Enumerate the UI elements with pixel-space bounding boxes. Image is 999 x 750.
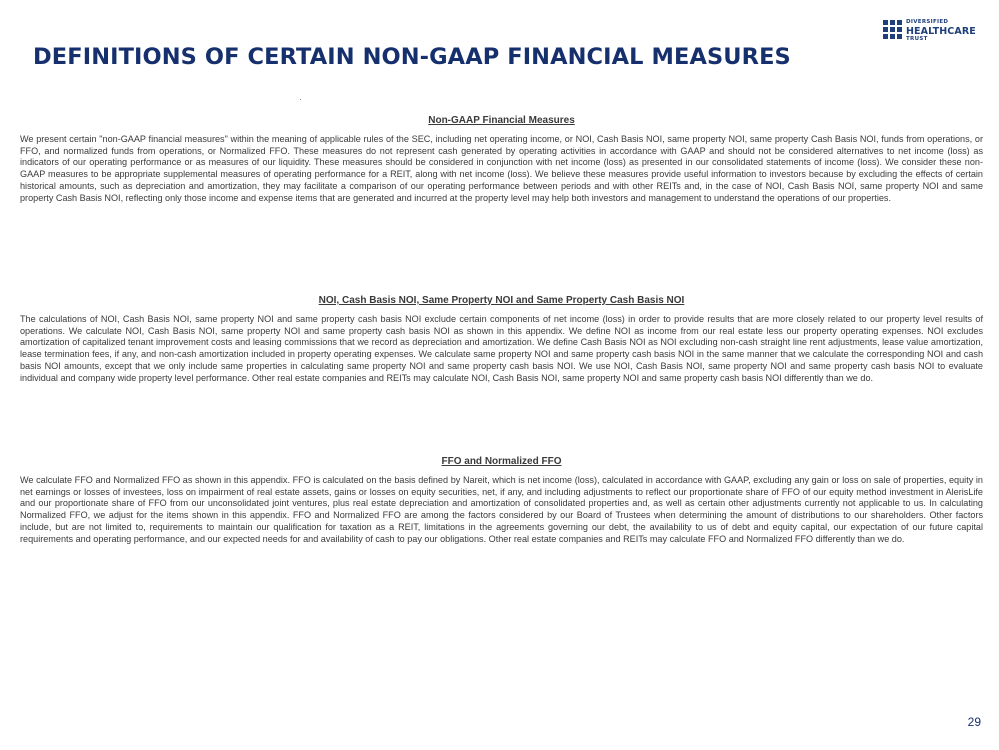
section-body: The calculations of NOI, Cash Basis NOI, same property NOI and same property cash basis NOI exclude certain components of net income (loss) in order to provide results that are more closely related to our property level results of operations. We calculate NOI, Cash Basis NOI, same property NOI and same property cash basis NOI as shown in this appendix. We define NOI as income from our real estate less our property operating expenses. NOI excludes amortization of capitalized tenant improvement costs and leasing commissions that we record as depreciation and amortization. We define Cash Basis NOI as NOI excluding non-cash straight line rent adjustments, lease value amortization, lease termination fees, if any, and non-cash amortization included in property operating expenses. We calculate same property NOI and same property cash basis NOI in the same manner that we calculate the corresponding NOI and cash basis NOI amounts, except that we only include same properties in calculating same property NOI and same property cash basis NOI. We use NOI, Cash Basis NOI, same property NOI and same property cash basis NOI to evaluate individual and company wide property level performance. Other real estate companies and REITs may calculate NOI, Cash Basis NOI, same property NOI and same property cash basis NOI differently than we do. bbox=[20, 314, 983, 383]
section-heading: NOI, Cash Basis NOI, Same Property NOI and Same Property Cash Basis NOI bbox=[318, 295, 685, 306]
section-heading: FFO and Normalized FFO bbox=[441, 456, 562, 467]
section-ffo bbox=[20, 455, 983, 545]
section-heading: Non-GAAP Financial Measures bbox=[428, 115, 575, 126]
section-noi bbox=[20, 294, 983, 384]
page-number: 29 bbox=[967, 715, 981, 729]
logo-line-2: HEALTHCARE bbox=[906, 25, 976, 37]
page-title: DEFINITIONS OF CERTAIN NON-GAAP FINANCIAL MEASURES bbox=[33, 44, 791, 70]
logo-line-3: TRUST bbox=[906, 36, 928, 42]
section-body: We calculate FFO and Normalized FFO as shown in this appendix. FFO is calculated on the basis defined by Nareit, which is net income (loss), calculated in accordance with GAAP, excluding any gain or loss on sale of properties, equity in net earnings or losses of investees, loss on impairment of real estate assets, gains or losses on equity securities, net, if any, and including adjustments to reflect our proportionate share of FFO of our equity method investment in AlerisLife and our proportionate share of FFO from our unconsolidated joint ventures, plus real estate depreciation and amortization of consolidated properties and, as well as certain other adjustments currently not applicable to us. In calculating Normalized FFO, we adjust for the items shown in this appendix. FFO and Normalized FFO are among the factors considered by our Board of Trustees when determining the amount of distributions to our shareholders. Other factors include, but are not limited to, requirements to maintain our qualification for taxation as a REIT, limitations in the agreements governing our debt, the availability to us of debt and equity capital, our expectation of our future capital requirements and operating performance, and our expected needs for and availability of cash to pay our obligations. Other real estate companies and REITs may calculate FFO and Normalized FFO differently than we do. bbox=[20, 475, 983, 544]
section-non-gaap bbox=[20, 114, 983, 204]
company-logo bbox=[883, 19, 983, 43]
logo-line-1: DIVERSIFIED bbox=[906, 19, 949, 25]
section-body: We present certain "non-GAAP financial measures" within the meaning of applicable rules of the SEC, including net operating income, or NOI, Cash Basis NOI, same property NOI, same property Cash Basis NOI, funds from operations, or FFO, and normalized funds from operations, or Normalized FFO. These measures do not represent cash generated by operating activities in accordance with GAAP and should not be considered alternatives to net income (loss) as indicators of our operating performance or as measures of our liquidity. These measures should be considered in conjunction with net income (loss) as presented in our consolidated statements of income (loss). We consider these non-GAAP measures to be appropriate supplemental measures of operating performance for a REIT, along with net income (loss). We believe these measures provide useful information to investors because by excluding the effects of certain historical amounts, such as depreciation and amortization, they may facilitate a comparison of our operating performance between periods and with other REITs and, in the case of NOI, Cash Basis NOI, same property NOI and same property Cash Basis NOI, reflecting only those income and expense items that are generated and incurred at the property level may help both investors and management to understand the operations of our properties. bbox=[20, 134, 983, 203]
logo-grid-icon bbox=[883, 20, 903, 42]
logo-wordmark bbox=[906, 19, 976, 43]
stray-dot bbox=[300, 99, 301, 100]
